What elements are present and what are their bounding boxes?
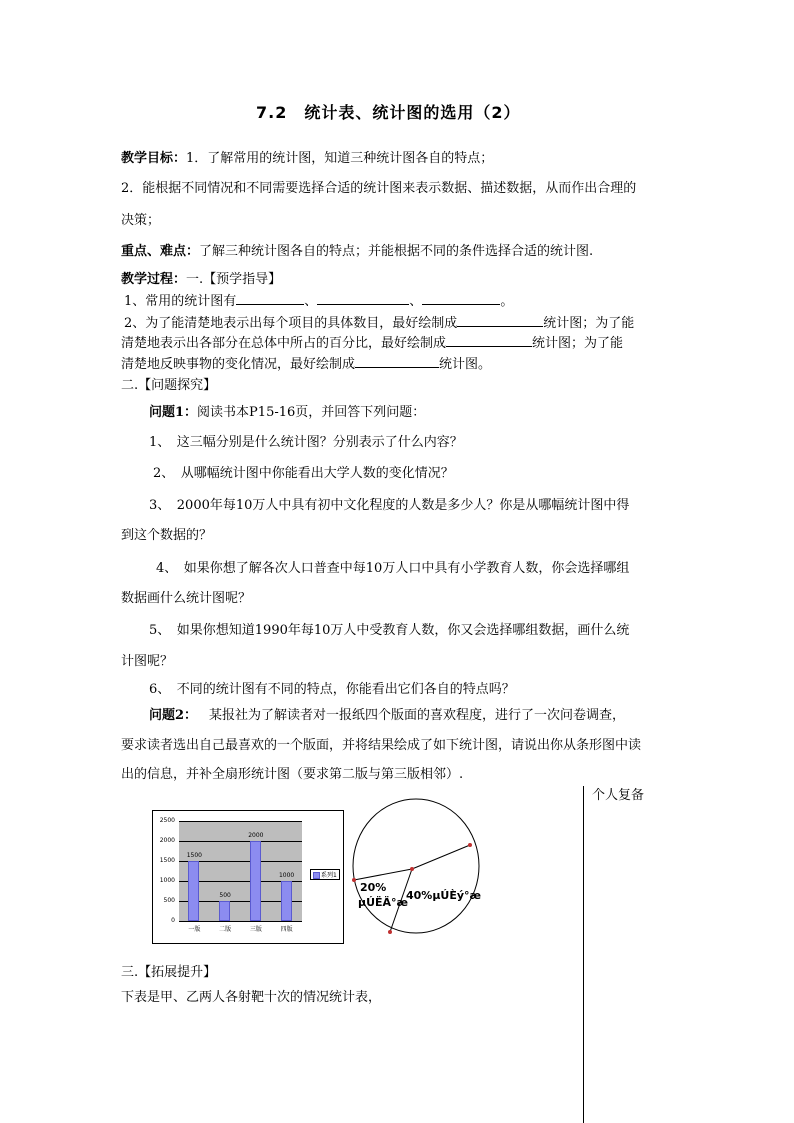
q1-item-3b: 到这个数据的？: [121, 528, 213, 543]
pre1-end: 。: [500, 294, 514, 309]
pre-question-2c: [121, 353, 491, 372]
y-tick-label: 0: [171, 917, 175, 924]
process-line: [121, 268, 281, 287]
pie-outline: [353, 799, 482, 933]
question-2-line-a: [149, 704, 625, 723]
q1-item-3a: 3、 2000年每10万人中具有初中文化程度的人数是多少人？你是从哪幅统计图中得: [149, 498, 630, 513]
y-tick-label: 2500: [159, 817, 175, 824]
bar-data-label: 1500: [186, 852, 203, 859]
pie-label-a-text: µÚËÄ°æ: [358, 896, 409, 909]
blank-4: [457, 315, 543, 327]
blank-1: [236, 293, 304, 305]
y-tick-label: 1500: [159, 857, 175, 864]
pie-radius-1: [354, 869, 412, 880]
pre2-a: 2、为了能清楚地表示出每个项目的具体数目，最好绘制成: [124, 316, 458, 331]
bar-data-label: 500: [219, 892, 231, 899]
y-tick-label: 2000: [159, 837, 175, 844]
x-category-label: 三版: [249, 926, 262, 933]
y-tick-label: 500: [163, 897, 175, 904]
q1-label: 问题1：: [149, 405, 198, 420]
pie-edge-dot-3: [388, 930, 392, 934]
pre-question-2b: [121, 332, 623, 351]
objective-2b: 决策；: [121, 213, 161, 228]
blank-3: [422, 293, 500, 305]
page-title: 7.2 统计表、统计图的选用（2）: [256, 103, 521, 122]
question-2-line-c: 出的信息，并补全扇形统计图（要求第二版与第三版相邻）.: [121, 767, 464, 782]
bar: [281, 881, 292, 921]
section-1-heading: 一.【预学指导】: [186, 272, 282, 287]
margin-divider: [583, 786, 584, 1123]
bar: [188, 861, 199, 921]
blank-6: [355, 356, 439, 368]
pie-chart: [350, 796, 482, 940]
question-1-intro: [149, 401, 425, 420]
q1-item-2: 2、 从哪幅统计图中你能看出大学人数的变化情况？: [153, 466, 454, 481]
legend-swatch: [313, 872, 320, 879]
q2-label: 问题2：: [149, 708, 198, 723]
objective-2a: 2．能根据不同情况和不同需要选择合适的统计图来表示数据、描述数据，从而作出合理的: [121, 181, 637, 196]
q2-a: 某报社为了解读者对一报纸四个版面的喜欢程度，进行了一次问卷调查，: [209, 708, 626, 723]
q1-item-4a: 4、 如果你想了解各次人口普查中每10万人口中具有小学教育人数，你会选择哪组: [156, 561, 630, 576]
key-label: 重点、难点：: [121, 244, 200, 259]
q1-item-1: 1、 这三幅分别是什么统计图？分别表示了什么内容？: [149, 435, 463, 450]
pre2-b: 统计图；为了能: [543, 316, 635, 331]
bar-data-label: 1000: [278, 872, 295, 879]
pre-question-1: [124, 290, 513, 309]
bar: [219, 901, 230, 921]
blank-5: [446, 335, 532, 347]
q1-item-5b: 计图呢？: [121, 654, 174, 669]
pie-label-b: 40%µÚÈý°æ: [406, 889, 482, 902]
question-2-line-b: 要求读者选出自己最喜欢的一个版面，并将结果绘成了如下统计图，请说出你从条形图中读: [121, 738, 642, 753]
objective-1: 1．了解常用的统计图，知道三种统计图各自的特点；: [186, 151, 494, 166]
q1-text: 阅读书本P15-16页，并回答下列问题：: [197, 405, 426, 420]
pre2-f: 统计图。: [439, 357, 492, 372]
section-3-heading: 三.【拓展提升】: [121, 965, 217, 980]
q1-item-6: 6、 不同的统计图有不同的特点，你能看出它们各自的特点吗？: [149, 682, 515, 697]
sep-1: 、: [304, 294, 318, 309]
chart-legend: [310, 869, 340, 880]
section-3-text: 下表是甲、乙两人各射靶十次的情况统计表，: [121, 990, 382, 1005]
process-label: 教学过程：: [121, 272, 187, 287]
pie-radius-2: [412, 845, 470, 869]
pre2-e: 清楚地反映事物的变化情况，最好绘制成: [121, 357, 356, 372]
x-category-label: 四版: [280, 926, 293, 933]
key-text: 了解三种统计图各自的特点；并能根据不同的条件选择合适的统计图.: [199, 244, 594, 259]
blank-2: [317, 293, 409, 305]
sep-2: 、: [409, 294, 423, 309]
objective-line-1: [121, 147, 493, 166]
q1-item-5a: 5、 如果你想知道1990年每10万人中受教育人数，你又会选择哪组数据，画什么统: [149, 623, 630, 638]
bar-chart-plot-area: [179, 821, 302, 921]
pie-center-dot: [410, 867, 414, 871]
gridline: [179, 821, 302, 822]
section-2-heading: 二.【问题探究】: [121, 378, 217, 393]
gridline: [179, 921, 302, 922]
pie-label-a-pct: 20%: [360, 881, 387, 894]
pie-edge-dot-2: [468, 843, 472, 847]
y-tick-label: 1000: [159, 877, 175, 884]
pre-question-2a: [124, 312, 634, 331]
x-category-label: 一版: [188, 926, 201, 933]
bar-chart: [152, 810, 344, 944]
q1-item-4b: 数据画什么统计图呢？: [121, 591, 252, 606]
legend-label: 系列1: [321, 872, 337, 879]
gridline: [179, 841, 302, 842]
bar-data-label: 2000: [248, 832, 264, 839]
pre1-text: 1、常用的统计图有: [124, 294, 237, 309]
bar: [250, 841, 261, 921]
pie-edge-dot-1: [352, 878, 356, 882]
pre2-d: 统计图；为了能: [532, 336, 624, 351]
pre2-c: 清楚地表示出各部分在总体中所占的百分比，最好绘制成: [121, 336, 447, 351]
x-category-label: 二版: [219, 926, 232, 933]
side-note: 个人复备: [592, 788, 645, 803]
objectives-label: 教学目标：: [121, 151, 187, 166]
key-points: [121, 240, 593, 259]
